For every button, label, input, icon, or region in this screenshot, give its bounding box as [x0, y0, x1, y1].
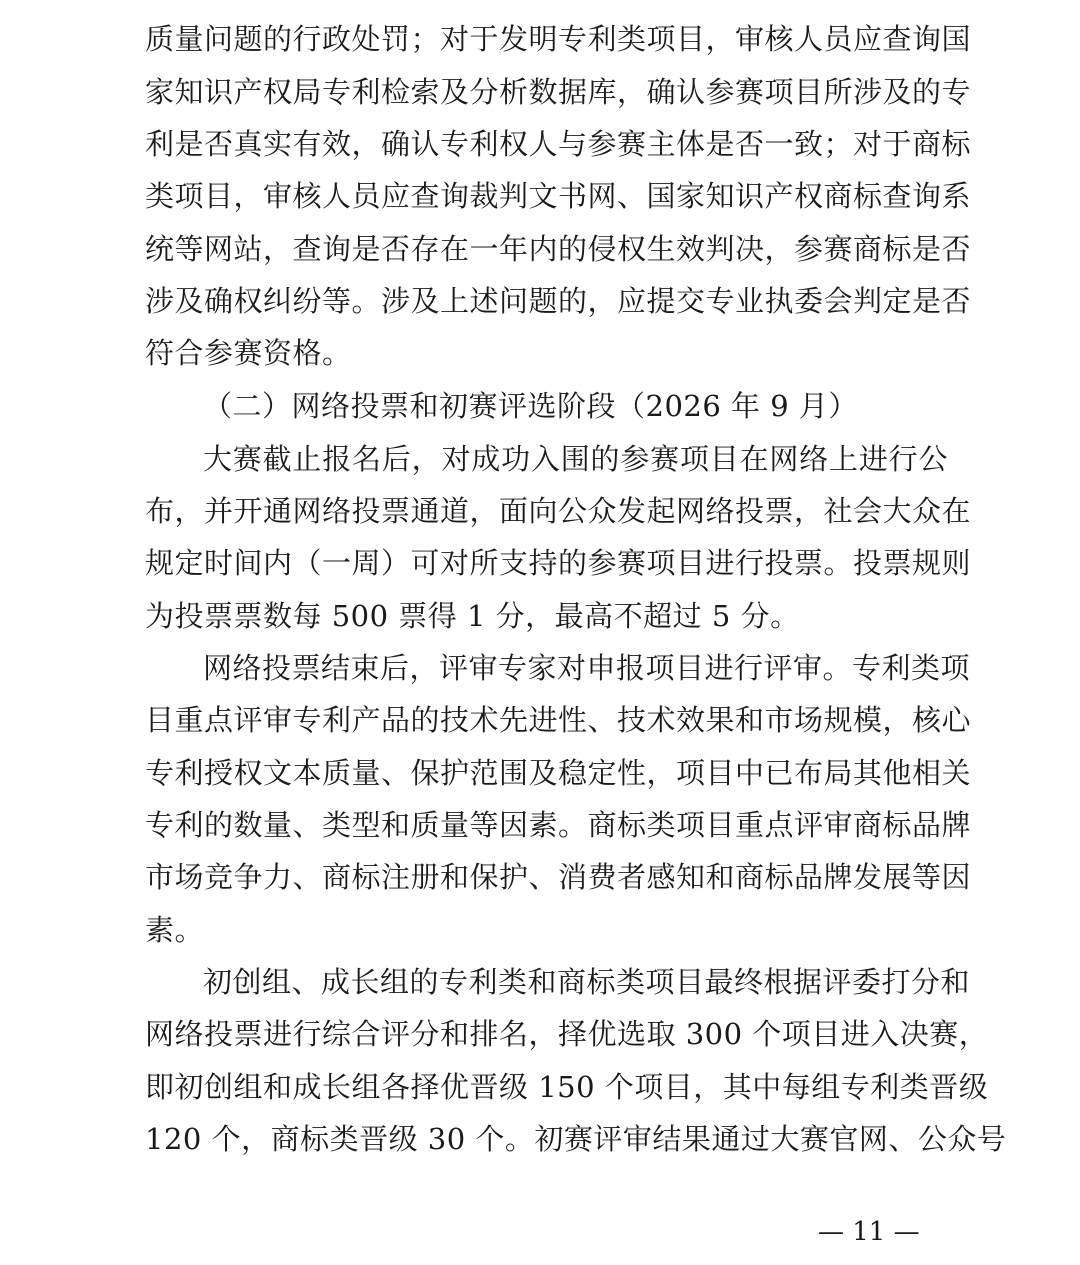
- paragraph-2-line-4: 为投票票数每 500 票得 1 分，最高不超过 5 分。: [145, 599, 800, 633]
- paragraph-1-line-3: 利是否真实有效，确认专利权人与参赛主体是否一致；对于商标: [145, 127, 972, 161]
- section-heading: （二）网络投票和初赛评选阶段（2026 年 9 月）: [203, 389, 858, 423]
- paragraph-3-line-6: 素。: [145, 913, 205, 947]
- paragraph-1-line-2: 家知识产权局专利检索及分析数据库，确认参赛项目所涉及的专: [145, 75, 972, 109]
- paragraph-1-line-1: 质量问题的行政处罚；对于发明专利类项目，审核人员应查询国: [145, 22, 972, 56]
- paragraph-4-line-4: 120 个，商标类晋级 30 个。初赛评审结果通过大赛官网、公众号: [145, 1122, 1007, 1156]
- paragraph-4-line-2: 网络投票进行综合评分和排名，择优选取 300 个项目进入决赛，: [145, 1017, 989, 1051]
- paragraph-1-line-6: 涉及确权纠纷等。涉及上述问题的，应提交专业执委会判定是否: [145, 284, 972, 318]
- paragraph-3-line-3: 专利授权文本质量、保护范围及稳定性，项目中已布局其他相关: [145, 756, 972, 790]
- paragraph-3-line-5: 市场竞争力、商标注册和保护、消费者感知和商标品牌发展等因: [145, 860, 972, 894]
- paragraph-1-line-7: 符合参赛资格。: [145, 336, 352, 370]
- paragraph-2-line-2: 布，并开通网络投票通道，面向公众发起网络投票，社会大众在: [145, 494, 972, 528]
- paragraph-4-line-1: 初创组、成长组的专利类和商标类项目最终根据评委打分和: [203, 965, 971, 999]
- page-number: — 11 —: [818, 1217, 920, 1247]
- paragraph-2-line-1: 大赛截止报名后，对成功入围的参赛项目在网络上进行公: [203, 442, 948, 476]
- paragraph-1-line-4: 类项目，审核人员应查询裁判文书网、国家知识产权商标查询系: [145, 179, 972, 213]
- paragraph-3-line-1: 网络投票结束后，评审专家对申报项目进行评审。专利类项: [203, 651, 971, 685]
- paragraph-3-line-4: 专利的数量、类型和质量等因素。商标类项目重点评审商标品牌: [145, 808, 972, 842]
- paragraph-3-line-2: 目重点评审专利产品的技术先进性、技术效果和市场规模，核心: [145, 703, 972, 737]
- paragraph-1-line-5: 统等网站，查询是否存在一年内的侵权生效判决，参赛商标是否: [145, 232, 972, 266]
- paragraph-2-line-3: 规定时间内（一周）可对所支持的参赛项目进行投票。投票规则: [145, 546, 972, 580]
- paragraph-4-line-3: 即初创组和成长组各择优晋级 150 个项目，其中每组专利类晋级: [145, 1070, 989, 1104]
